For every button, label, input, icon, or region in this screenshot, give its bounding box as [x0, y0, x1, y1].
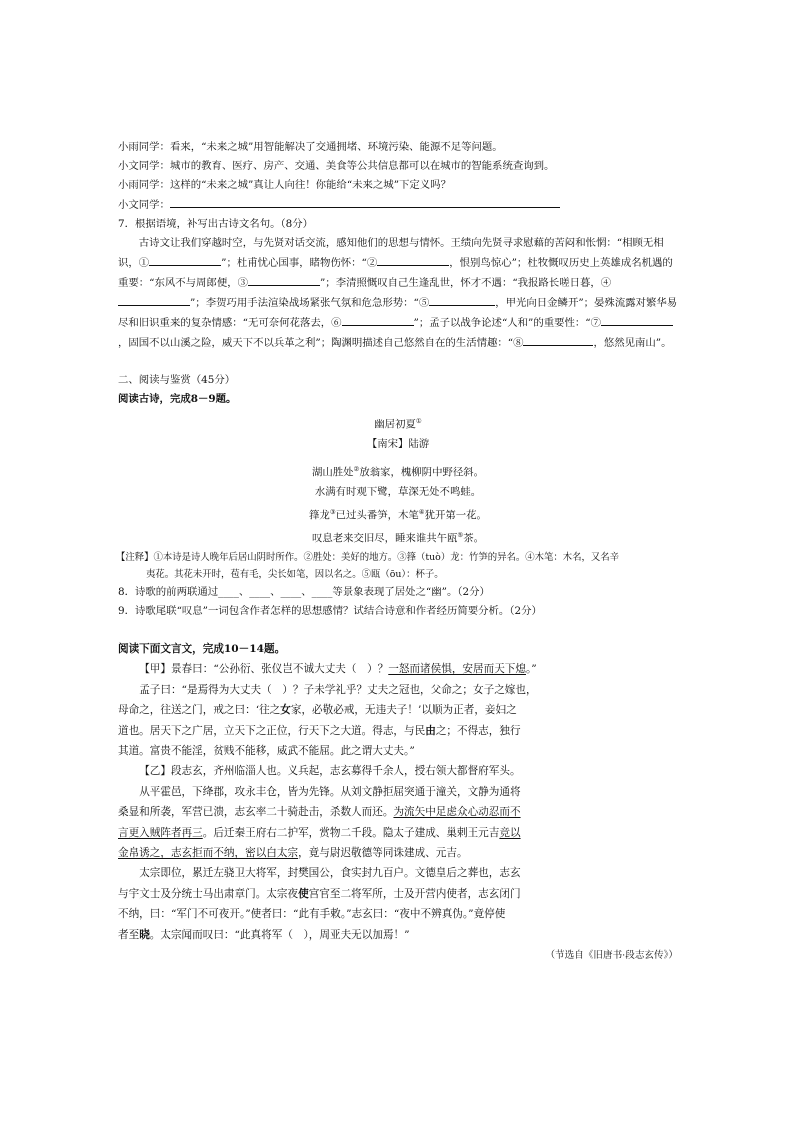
- poem-author: 【南宋】陆游: [366, 437, 430, 450]
- note-line: 【注释】①本诗是诗人晚年后居山阴时所作。②胜处：美好的地方。③箨（tuò）龙：竹笋的异名。④木笔：木名，又名辛: [116, 551, 619, 563]
- wenyan-line: 母命之，往送之门，戒之曰：‘往之女家，必敬必戒，无违夫子！’以顺为正者，妾妇之: [118, 704, 517, 717]
- poem-title: 幽居初夏①: [374, 417, 422, 431]
- poem-line: 湖山胜处②放翁家，槐柳阴中野径斜。: [311, 465, 485, 479]
- dialogue: [118, 138, 678, 215]
- blank-3[interactable]: [248, 273, 320, 286]
- wenyan-line: 其道。富贵不能淫，贫贱不能移，威武不能屈。此之谓大丈夫。”: [118, 744, 415, 757]
- question-7: [118, 215, 678, 353]
- source-citation: （节选自《旧唐书·段志玄传》）: [545, 949, 678, 961]
- blank-2[interactable]: [377, 253, 449, 266]
- wenyan-line: 【乙】段志玄，齐州临淄人也。义兵起，志玄募得千余人，授右领大都督府军头。: [139, 765, 521, 778]
- poem-notes: [118, 549, 678, 583]
- dialogue-speaker: 小文同学：: [118, 199, 170, 211]
- wenyan-line: 道也。居天下之广居，立天下之正位，行天下之大道。得志，与民由之；不得志，独行: [118, 724, 521, 737]
- wenyan-instruction: 阅读下面文言文，完成10－14题。: [118, 642, 286, 655]
- wenyan-section: [118, 639, 678, 965]
- wenyan-line: 者至晓。太宗闻而叹曰：“此真将军（ ），周亚夫无以加焉！”: [118, 928, 410, 941]
- blank-8[interactable]: [523, 333, 593, 346]
- wenyan-line: 孟子曰：“是焉得为大丈夫（ ）？子未学礼乎？丈夫之冠也，父命之；女子之嫁也，: [139, 683, 537, 696]
- spacer: [118, 353, 678, 371]
- poem-instruction: 阅读古诗，完成8－9题。: [118, 393, 237, 405]
- dialogue-line: 小雨同学：这样的“未来之城”真让人向往！你能给“未来之城”下定义吗？: [118, 179, 451, 191]
- answer-blank[interactable]: [170, 195, 560, 208]
- spacer: [118, 621, 678, 639]
- blank-1[interactable]: [149, 253, 221, 266]
- section-title: 二、阅读与鉴赏（45分）: [118, 374, 236, 386]
- wenyan-line: 金帛诱之，志玄拒而不纳，密以白太宗，竟与尉迟敬德等同诛建成、元吉。: [118, 846, 468, 859]
- wenyan-line: 从平霍邑，下绛郡，攻永丰仓，皆为先锋。从刘文静拒屈突通于潼关，文静为通将: [139, 785, 521, 798]
- dialogue-line: 小文同学：城市的教育、医疗、房产、交通、美食等公共信息都可以在城市的智能系统查询到。: [118, 160, 555, 172]
- question-title: 7．根据语境，补写出古诗文名句。（8分）: [118, 218, 314, 230]
- poem-line: 叹息老来交旧尽，睡来谁共午瓯⑤茶。: [311, 530, 485, 545]
- blank-7[interactable]: [601, 313, 673, 326]
- question-9: 9．诗歌尾联“叹息”一词包含作者怎样的思想感情？试结合诗意和作者经历简要分析。（2分）: [118, 604, 542, 617]
- exam-page: [118, 138, 678, 965]
- q7-paragraph: 古诗文让我们穿越时空，与先贤对话交流，感知他们的思想与情怀。王绩向先贤寻求慰藉的苦闷和怅惘：“相顾无相识，① ”；杜甫忧心国事，睹物伤怀：“② ，恨别鸟惊心”；杜牧慨叹历史上英雄成名机遇的重要：“东风不与周郎便，③ ”；李清照慨叹自己生逢乱世，怀才不遇：“我报路长嗟日暮，④”；李贺巧用手法渲染战场紧张气氛和危急形势：“⑤ ，甲光向日金鳞开”；晏殊流露对繁华易尽和旧识重来的复杂情感：“无可奈何花落去，⑥ ”；孟子以战争论述“人和”的重要性：“⑦，固国不以山溪之险，威天下不以兵革之利”；陶渊明描述自己悠然自在的生活情趣：“⑧ ，悠然见南山”。: [118, 237, 678, 349]
- blank-4[interactable]: [118, 293, 190, 306]
- blank-5[interactable]: [429, 293, 495, 306]
- wenyan-line: 不纳，曰：“军门不可夜开。”使者曰：“此有手敕。”志玄曰：“夜中不辨真伪。”竟停使: [118, 908, 506, 921]
- poem-line: 水满有时观下鹭，草深无处不鸣蛙。: [314, 486, 482, 499]
- note-line: 夷花。其花未开时，苞有毛，尖长如笔，因以名之。⑤瓯（ōu）：杯子。: [146, 568, 444, 580]
- dialogue-line: 小雨同学：看来，“未来之城”用智能解决了交通拥堵、环境污染、能源不足等问题。: [118, 141, 503, 153]
- dialogue-line: [118, 195, 678, 215]
- wenyan-line: 桑显和所袭，军营已溃，志玄率二十骑赴击，杀数人而还。为流矢中足虑众心动忍而不: [118, 806, 521, 819]
- blank-6[interactable]: [342, 313, 414, 326]
- wenyan-line: 太宗即位，累迁左骁卫大将军，封樊国公，食实封九百户。文德皇后之葬也，志玄: [139, 867, 521, 880]
- wenyan-line: 与宇文士及分统士马出肃章门。太宗夜使宫官至二将军所，士及开营内使者，志玄闭门: [118, 887, 521, 900]
- wenyan-line: 言更入贼阵者再三。后迁秦王府右二护军，赏物二千段。隐太子建成、巢剌王元吉竞以: [118, 826, 521, 839]
- section-2: [118, 371, 678, 621]
- question-8: 8．诗歌的前两联通过____、____、____、____等景象表现了居处之“幽”。（2分）: [118, 585, 490, 598]
- poem-line: 箨龙③已过头番笋，木笔④犹开第一花。: [309, 507, 487, 522]
- wenyan-line: 【甲】景春曰：“公孙衍、张仪岂不诚大丈夫（ ）？一怒而诸侯惧，安居而天下熄。”: [139, 663, 537, 676]
- poem: [118, 412, 678, 549]
